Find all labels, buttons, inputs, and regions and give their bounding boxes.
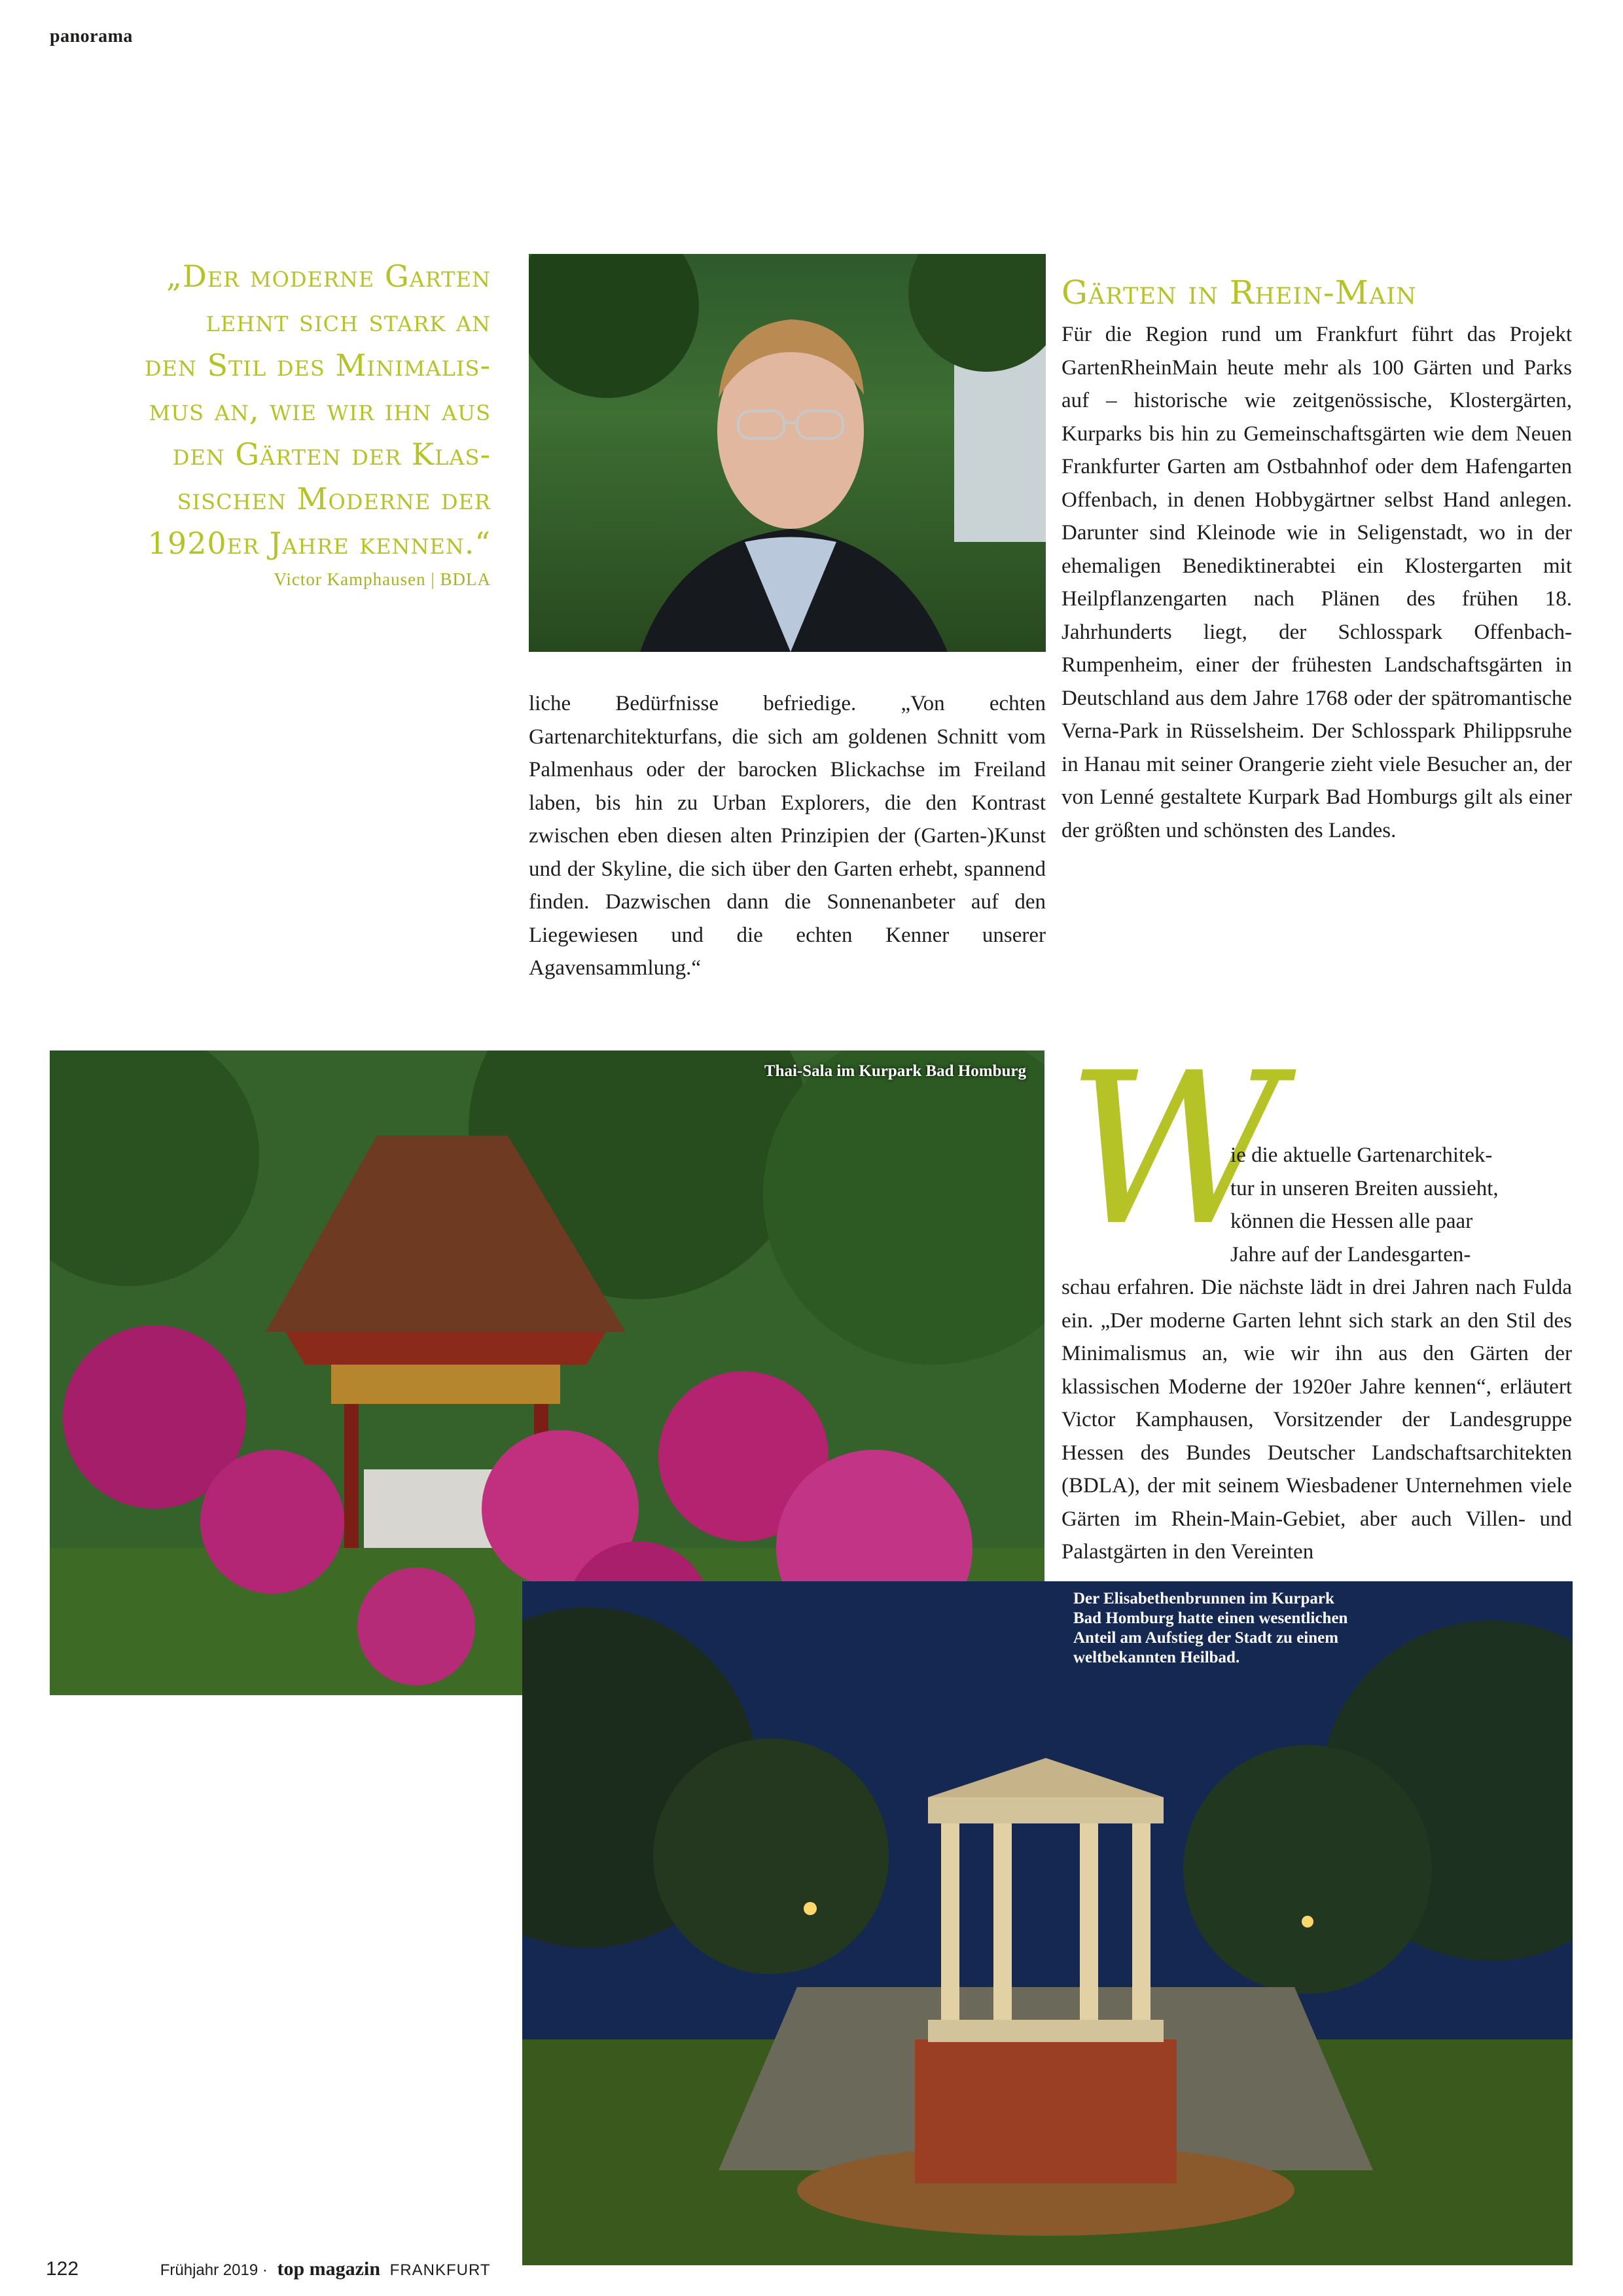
magazine-name: top magazin <box>277 2258 380 2280</box>
article-intro-line: Jahre auf der Landesgarten- <box>1230 1242 1471 1266</box>
magazine-city: FRANKFURT <box>389 2261 491 2279</box>
fountain-illustration <box>522 1581 1573 2265</box>
pull-quote-line: den Gärten der Klas- <box>172 437 491 472</box>
portrait-photo <box>529 254 1046 652</box>
section-label: panorama <box>50 26 133 46</box>
thai-sala-caption: Thai-Sala im Kurpark Bad Homburg <box>764 1062 1026 1080</box>
mid-column-text: liche Bedürfnisse befriedige. „Von echten Gartenarchitekturfans, die sich am goldenen Schnitt vom Palmenhaus oder der barocken Blickachse im Freiland laben, bis hin zu Urban Explorers, die den Kontrast zwischen eben diesen alten Prinzipien der (Garten-)Kunst und der Skyline, die sich über den Garten erhebt, spannend finden. Dazwischen dann die Sonnenanbeter auf den Liegewiesen und die echten Kenner unserer Agavensammlung.“ <box>529 692 1046 980</box>
article-text: schau erfahren. Die nächste lädt in drei Jahren nach Fulda ein. „Der moderne Garten lehnt sich stark an den Stil des Minimalismus an, wie wir ihn aus den Gärten der klassischen Moderne der 1920er Jahre kennen“, erläutert Victor Kamphausen, Vorsitzender der Landesgruppe Hessen des Bundes Deutscher Landschaftsarchitekten (BDLA), der mit seinem Wiesbadener Unternehmen viele Gärten im Rhein-Main-Gebiet, aber auch Villen- und Palastgärten in den Vereinten <box>1061 1276 1572 1564</box>
pull-quote <box>79 254 491 565</box>
article-intro-line: ie die aktuelle Gartenarchitek- <box>1230 1143 1493 1167</box>
page-footer <box>46 2258 491 2280</box>
article-intro-line: können die Hessen alle paar <box>1230 1210 1473 1233</box>
pull-quote-author: Victor Kamphausen | BDLA <box>274 569 491 589</box>
article-intro-line: tur in unseren Breiten aussieht, <box>1230 1176 1499 1200</box>
pull-quote-line: den Stil des Minimalis- <box>144 348 491 383</box>
page-number: 122 <box>46 2258 79 2280</box>
pull-quote-line: 1920er Jahre kennen.“ <box>147 526 491 561</box>
pull-quote-line: „Der moderne Garten <box>166 259 491 294</box>
portrait-illustration <box>529 254 1046 652</box>
pull-quote-line: mus an, wie wir ihn aus <box>149 392 491 427</box>
article-intro <box>1230 1139 1572 1271</box>
drop-cap: W <box>1067 1028 1282 1272</box>
pull-quote-line: lehnt sich stark an <box>205 303 491 338</box>
elisabethenbrunnen-photo <box>522 1581 1573 2265</box>
right-column-text: Für die Region rund um Frankfurt führt das Projekt GartenRheinMain heute mehr als 100 Gärten und Parks auf – historische wie zeitgenössische, Klostergärten, Kurparks bis hin zu Gemeinschaftsgärten wie dem Neuen Frankfurter Garten am Ostbahnhof oder dem Hafengarten Offenbach, in denen Hobbygärtner selbst Hand anlegen. Darunter sind Kleinode wie in Seligenstadt, wo in der ehemaligen Benediktinerabtei ein Klostergarten mit Heilpflanzengarten nach Plänen des frühen 18. Jahrhunderts liegt, der Schlosspark Offenbach-Rumpenheim, einer der frühesten Landschaftsgärten in Deutschland aus dem Jahre 1768 oder der spätromantische Verna-Park in Rüsselsheim. Der Schlosspark Philippsruhe in Hanau mit seiner Orangerie zieht viele Besucher an, der von Lenné gestaltete Kurpark Bad Homburgs gilt als einer der größten und schönsten des Landes. <box>1061 323 1572 842</box>
section-heading: Gärten in Rhein-Main <box>1061 274 1417 312</box>
fountain-caption: Der Elisabethenbrunnen im Kurpark Bad Homburg hatte einen wesentlichen Anteil am Aufstieg der Stadt zu einem weltbekannten Heilbad. <box>1073 1590 1348 1666</box>
pull-quote-line: sischen Moderne der <box>177 481 491 516</box>
issue-season: Frühjahr 2019 · <box>160 2261 268 2279</box>
